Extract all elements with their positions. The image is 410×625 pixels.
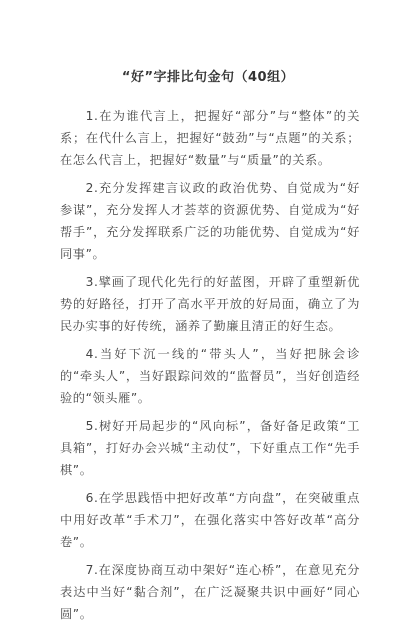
paragraph-2: 2.充分发挥建言议政的政治优势、自觉成为“好参谋”，充分发挥人才荟萃的资源优势、自觉成为“好帮手”，充分发挥联系广泛的功能优势、自觉成为“好同事”。	[60, 181, 360, 261]
paragraph-1: 1.在为谁代言上，把握好“部分”与“整体”的关系；在代什么言上，把握好“鼓劲”与“点题”的关系；在怎么代言上，把握好“数量”与“质量”的关系。	[60, 109, 360, 167]
paragraph-4: 4.当好下沉一线的“带头人”，当好把脉会诊的“牵头人”，当好跟踪问效的“监督员”，当好创造经验的“领头雁”。	[60, 347, 360, 405]
paragraph-7: 7.在深度协商互动中架好“连心桥”，在意见充分表达中当好“黏合剂”，在广泛凝聚共识中画好“同心圆”。	[60, 563, 360, 621]
paragraph-6: 6.在学思践悟中把好改革“方向盘”，在突破重点中用好改革“手术刀”，在强化落实中答好改革“高分卷”。	[60, 491, 360, 549]
paragraph-5: 5.树好开局起步的“风向标”，备好备足政策“工具箱”，打好办会兴城“主动仗”，下好重点工作“先手棋”。	[60, 419, 360, 477]
paragraph-3: 3.擘画了现代化先行的好蓝图，开辟了重塑新优势的好路径，打开了高水平开放的好局面，确立了为民办实事的好传统，涵养了勤廉且清正的好生态。	[60, 275, 360, 333]
document-title: “好”字排比句金句（40组）	[121, 70, 295, 85]
